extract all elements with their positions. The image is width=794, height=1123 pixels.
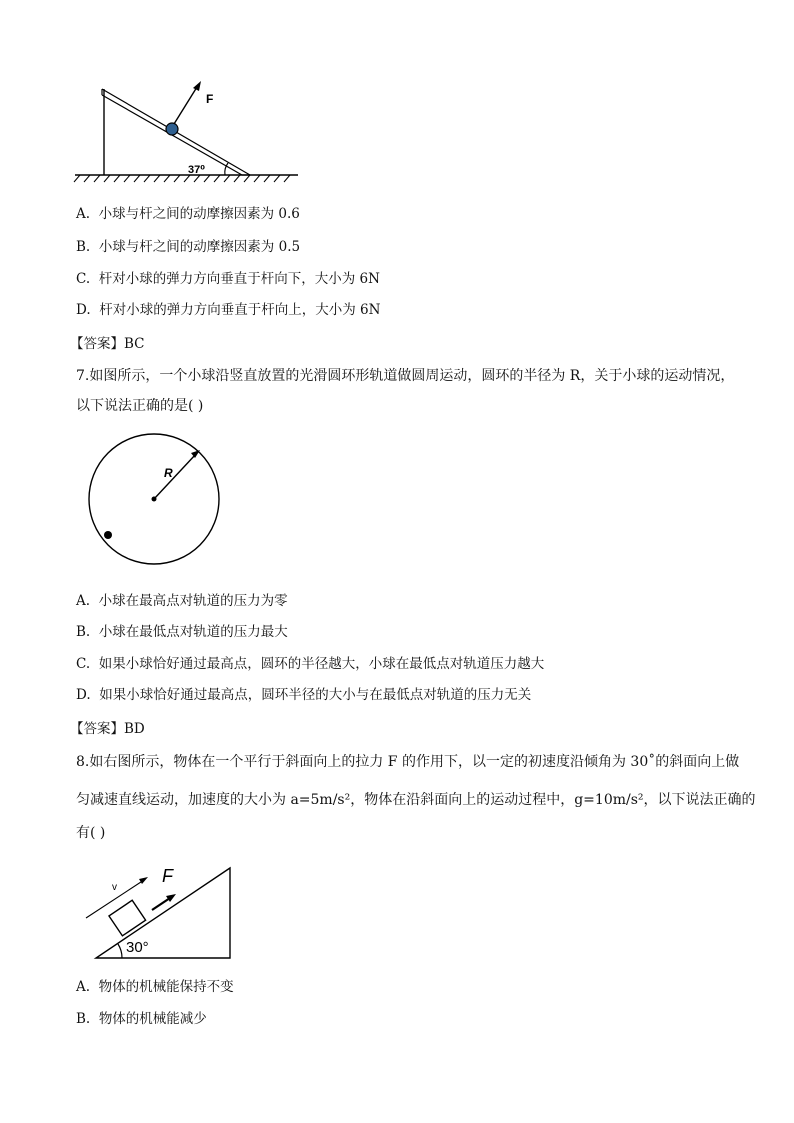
q7-answer: 【答案】BD: [70, 721, 145, 737]
circle-track-figure: [84, 432, 224, 567]
angle-label-q8: 30°: [126, 939, 149, 956]
q7-option-a: A. 小球在最高点对轨道的压力为零: [76, 593, 288, 609]
force-label-q8: F: [162, 866, 173, 886]
q8-option-b: B. 物体的机械能减少: [76, 1011, 207, 1027]
q7-option-b: B. 小球在最低点对轨道的压力最大: [76, 624, 288, 640]
angle-label: 37⁰: [188, 164, 206, 176]
q7-stem-line2: 以下说法正确的是( ): [76, 398, 204, 414]
q8-option-a: A. 物体的机械能保持不变: [76, 979, 234, 995]
q8-stem-line2: 匀减速直线运动，加速度的大小为 a=5m/s²，物体在沿斜面向上的运动过程中，g=10m/s²，以下说法正确的: [76, 792, 756, 808]
q6-answer: 【答案】BC: [70, 336, 145, 352]
q8-stem-line1: 8.如右图所示，物体在一个平行于斜面向上的拉力 F 的作用下，以一定的初速度沿倾角为 30˚的斜面向上做: [76, 754, 740, 770]
q6-option-a: A. 小球与杆之间的动摩擦因素为 0.6: [76, 206, 300, 222]
q7-stem-line1: 7.如图所示，一个小球沿竖直放置的光滑圆环形轨道做圆周运动，圆环的半径为 R，关于小球的运动情况，: [76, 368, 735, 384]
q6-option-d: D. 杆对小球的弹力方向垂直于杆向上，大小为 6N: [76, 302, 381, 318]
force-label: F: [206, 92, 214, 106]
rod-incline-figure: [70, 75, 310, 190]
incline-block-figure: [82, 858, 242, 964]
q6-option-c: C. 杆对小球的弹力方向垂直于杆向下，大小为 6N: [76, 271, 380, 287]
q7-option-c: C. 如果小球恰好通过最高点，圆环的半径越大，小球在最低点对轨道压力越大: [76, 656, 545, 672]
velocity-label: v: [112, 882, 117, 893]
radius-label: R: [164, 466, 173, 480]
q7-option-d: D. 如果小球恰好通过最高点，圆环半径的大小与在最低点对轨道的压力无关: [76, 687, 532, 703]
q6-option-b: B. 小球与杆之间的动摩擦因素为 0.5: [76, 239, 301, 255]
q8-stem-line3: 有( ): [76, 825, 106, 841]
